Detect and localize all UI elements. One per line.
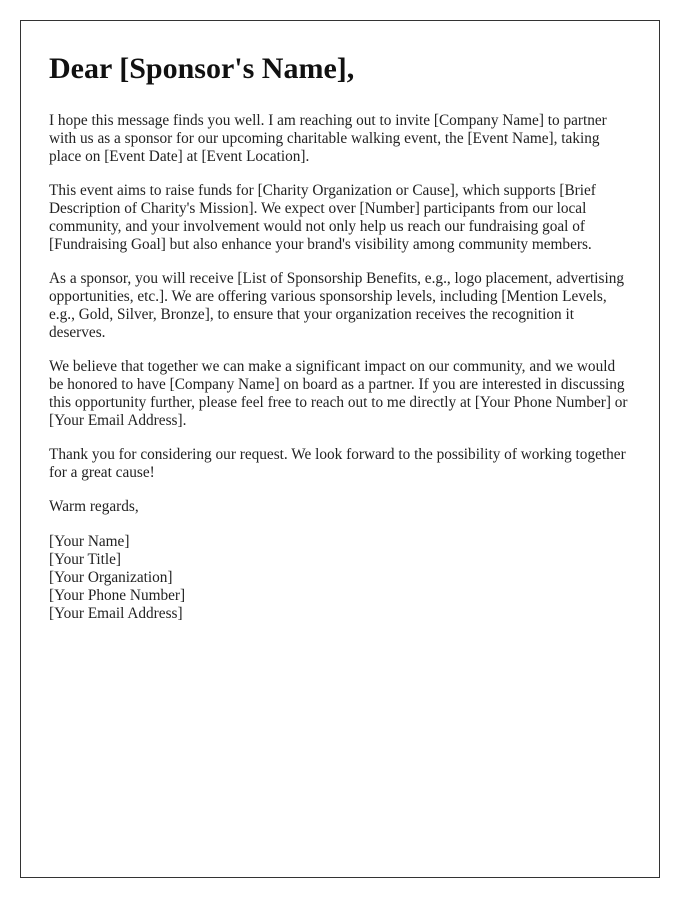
letter-paragraph-thanks: Thank you for considering our request. We look forward to the possibility of working together for a great cause! [49,446,626,481]
signature-block [49,533,631,623]
signature-name: [Your Name] [49,533,130,550]
letter-paragraph-benefits: As a sponsor, you will receive [List of Sponsorship Benefits, e.g., logo placement, advertising opportunities, etc.]. We are offering various sponsorship levels, including [Mention Levels, e.g., Gold, Silver, Bronze], to ensure that your organization receives the recognition it deserves. [49,270,625,341]
letter-paragraph-purpose: This event aims to raise funds for [Charity Organization or Cause], which supports [Brief Description of Charity's Mission]. We expect over [Number] participants from our local community, and your involvement would not only help us reach our fundraising goal of [Fundraising Goal] but also enhance your brand's visibility among community members. [49,182,596,253]
signature-email: [Your Email Address] [49,605,183,622]
signature-organization: [Your Organization] [49,569,173,586]
signature-title: [Your Title] [49,551,121,568]
letter-paragraph-impact: We believe that together we can make a significant impact on our community, and we would be honored to have [Company Name] on board as a partner. If you are interested in discussing this opportunity further, please feel free to reach out to me directly at [Your Phone Number] or [Your Email Address]. [49,358,628,429]
letter-paragraph-intro: I hope this message finds you well. I am reaching out to invite [Company Name] to partner with us as a sponsor for our upcoming charitable walking event, the [Event Name], taking place on [Event Date] at [Event Location]. [49,112,607,165]
letter-page [20,20,660,878]
letter-closing: Warm regards, [49,498,139,515]
signature-phone: [Your Phone Number] [49,587,186,604]
letter-greeting: Dear [Sponsor's Name], [49,52,355,85]
